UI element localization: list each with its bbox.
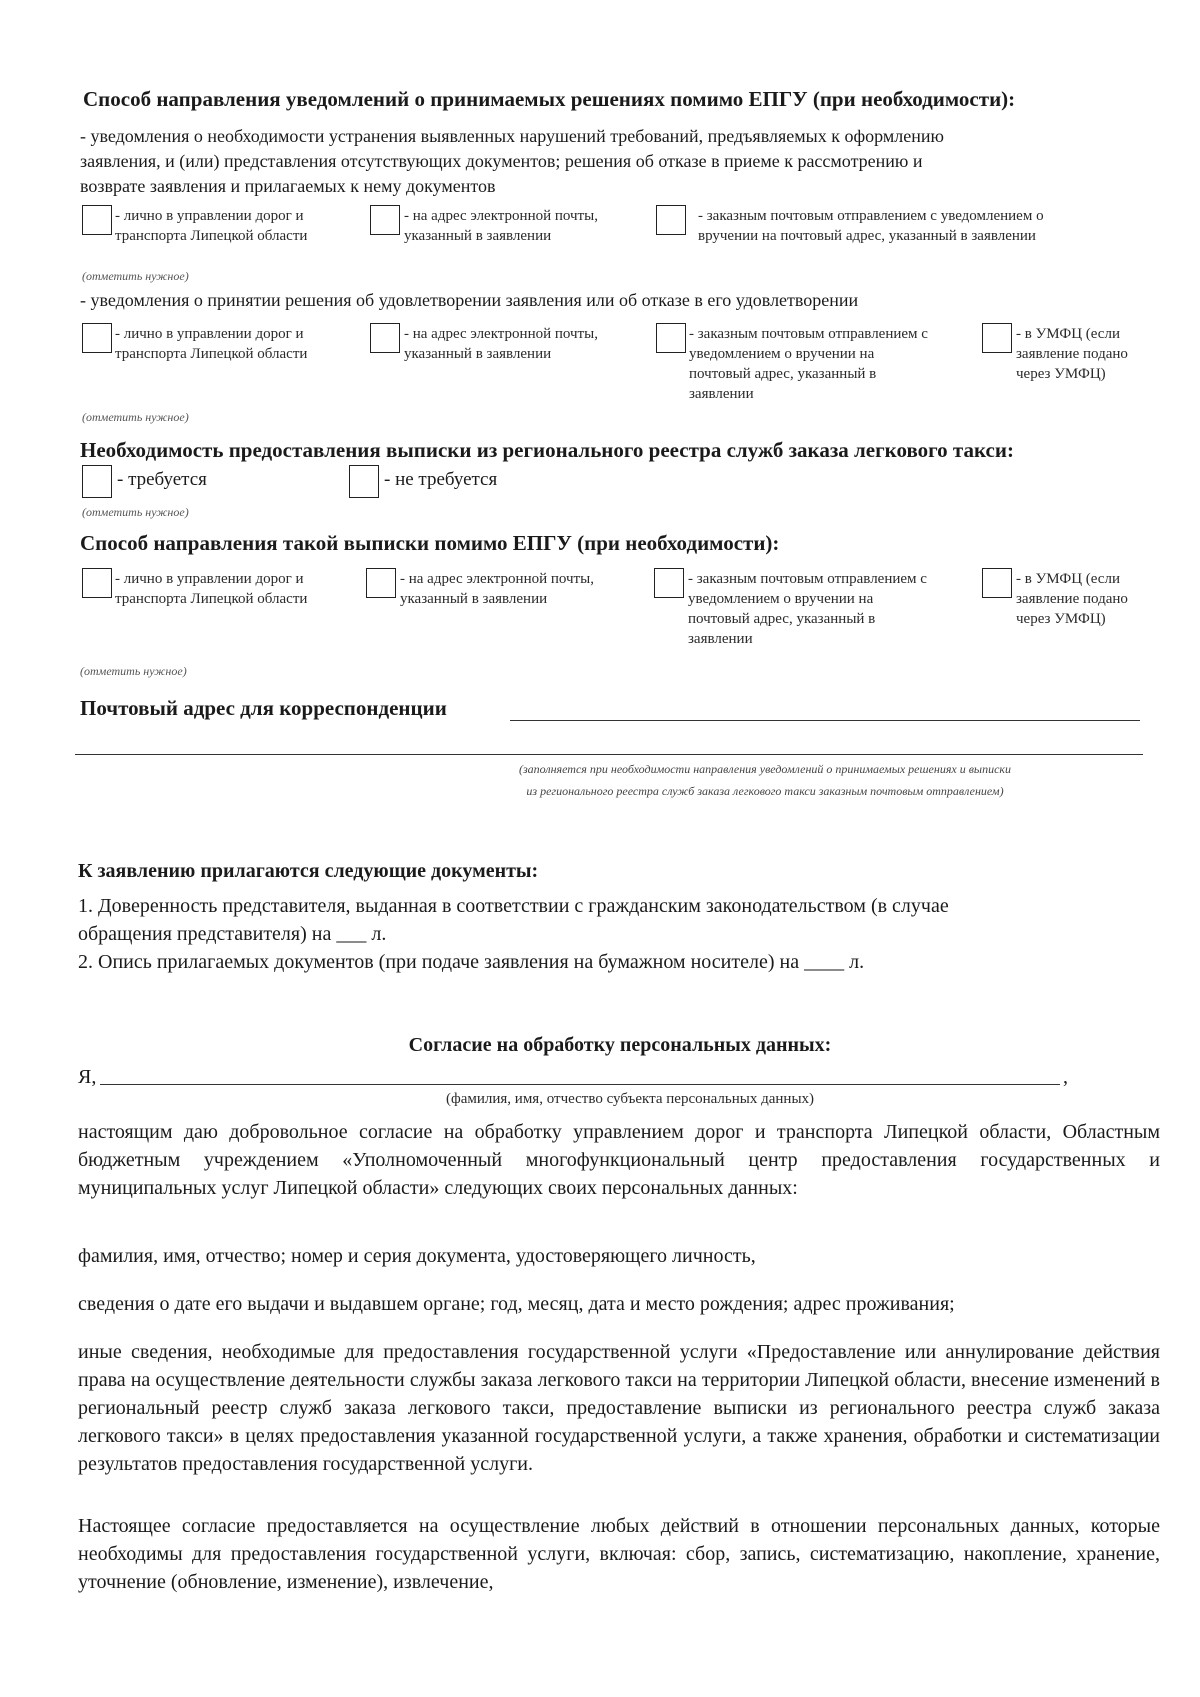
consent-ya: Я, <box>78 1066 97 1088</box>
checkbox-s4-in-person[interactable] <box>82 568 112 598</box>
attachments-heading: К заявлению прилагаются следующие документы: <box>78 860 539 882</box>
option-label: - в УМФЦ (если <box>1016 571 1120 587</box>
attachment-item-1: 1. Доверенность представителя, выданная в соответствии с гражданским законодательством (в случае <box>78 895 949 917</box>
mark-needed-note: (отметить нужное) <box>82 410 189 424</box>
consent-heading: Согласие на обработку персональных данных: <box>408 1034 832 1056</box>
option-label: - заказным почтовым отправлением с <box>689 326 928 342</box>
section1-line1: - уведомления о необходимости устранения выявленных нарушений требований, предъявляемых к оформлению <box>80 126 944 146</box>
checkbox-s2-mfc[interactable] <box>982 323 1012 353</box>
option-label: заявление подано <box>1016 591 1128 607</box>
option-label: - лично в управлении дорог и <box>115 571 304 587</box>
postal-address-note <box>420 758 1110 802</box>
option-label: - заказным почтовым отправлением с уведомлением о <box>698 208 1044 224</box>
consent-paragraph-2: фамилия, имя, отчество; номер и серия документа, удостоверяющего личность, <box>78 1245 756 1267</box>
postal-address-field[interactable] <box>510 720 1140 721</box>
checkbox-s1-post[interactable] <box>656 205 686 235</box>
consent-paragraph-3: сведения о дате его выдачи и выдавшем органе; год, месяц, дата и место рождения; адрес проживания; <box>78 1293 955 1315</box>
option-label: - на адрес электронной почты, <box>400 571 594 587</box>
option-label: - лично в управлении дорог и <box>115 326 304 342</box>
option-label: указанный в заявлении <box>400 591 548 607</box>
extract-need-heading: Необходимость предоставления выписки из регионального реестра служб заказа легкового такси: <box>80 438 1014 462</box>
mark-needed-note: (отметить нужное) <box>80 664 187 678</box>
option-label: через УМФЦ) <box>1016 611 1106 627</box>
option-label: заявление подано <box>1016 346 1128 362</box>
subject-name-field[interactable] <box>100 1084 1060 1085</box>
option-label: через УМФЦ) <box>1016 366 1106 382</box>
option-label: почтовый адрес, указанный в <box>688 611 876 627</box>
option-label: транспорта Липецкой области <box>115 346 308 362</box>
section1-line2: заявления, и (или) представления отсутствующих документов; решения об отказе в приеме к рассмотрению и <box>80 151 923 171</box>
note-line: (заполняется при необходимости направления уведомлений о принимаемых решениях и выписки <box>518 762 1012 776</box>
consent-paragraph-1: настоящим даю добровольное согласие на обработку управлением дорог и транспорта Липецкой области, Областным бюджетным учреждением «Уполномоченный многофункциональный центр предоставления государственных и муниципальных услуг Липецкой области» следующих своих персональных данных: <box>78 1121 1160 1199</box>
consent-comma: , <box>1063 1066 1068 1088</box>
option-label: почтовый адрес, указанный в <box>689 366 877 382</box>
consent-paragraph-5: Настоящее согласие предоставляется на осуществление любых действий в отношении персональных данных, которые необходимы для предоставления государственной услуги, включая: сбор, запись, систематизацию, накопление, хранение, уточнение (обновление, изменение), извлечение, <box>78 1515 1160 1593</box>
checkbox-s2-post[interactable] <box>656 323 686 353</box>
notification-method-heading: Способ направления уведомлений о принимаемых решениях помимо ЕПГУ (при необходимости): <box>83 87 1016 111</box>
attachment-item-1-cont: обращения представителя) на ___ л. <box>78 923 387 945</box>
postal-address-field-line2[interactable] <box>75 754 1143 755</box>
checkbox-s2-email[interactable] <box>370 323 400 353</box>
option-label: указанный в заявлении <box>404 228 552 244</box>
option-required: - требуется <box>117 469 207 490</box>
option-s2-email <box>404 324 598 364</box>
option-s1-email <box>404 206 598 246</box>
option-s4-post <box>688 569 927 649</box>
mark-needed-note: (отметить нужное) <box>82 269 189 283</box>
option-label: уведомлением о вручении на <box>689 346 875 362</box>
checkbox-s4-post[interactable] <box>654 568 684 598</box>
option-label: вручении на почтовый адрес, указанный в заявлении <box>698 228 1036 244</box>
option-label: - на адрес электронной почты, <box>404 326 598 342</box>
option-label: - заказным почтовым отправлением с <box>688 571 927 587</box>
section1-line3: возврате заявления и прилагаемых к нему документов <box>80 176 496 196</box>
option-s4-mfc <box>1016 569 1128 629</box>
checkbox-s1-email[interactable] <box>370 205 400 235</box>
checkbox-not-required[interactable] <box>349 465 379 498</box>
option-s4-email <box>400 569 594 609</box>
option-label: транспорта Липецкой области <box>115 591 308 607</box>
checkbox-s4-email[interactable] <box>366 568 396 598</box>
option-label: транспорта Липецкой области <box>115 228 308 244</box>
consent-paragraph-4: иные сведения, необходимые для предоставления государственной услуги «Предоставление или аннулирование действия права на осуществление деятельности службы заказа легкового такси на территории Липецкой области, внесение изменений в региональный реестр служб заказа легкового такси, предоставление выписки из регионального реестра служб заказа легкового такси» в целях предоставления указанной государственной услуги, а также хранения, обработки и систематизации результатов предоставления государственной услуги. <box>78 1341 1160 1475</box>
checkbox-s2-in-person[interactable] <box>82 323 112 353</box>
option-label: - в УМФЦ (если <box>1016 326 1120 342</box>
option-s4-in-person <box>115 569 307 609</box>
option-s2-in-person <box>115 324 307 364</box>
option-label: - на адрес электронной почты, <box>404 208 598 224</box>
checkbox-s1-in-person[interactable] <box>82 205 112 235</box>
option-label: уведомлением о вручении на <box>688 591 874 607</box>
checkbox-required[interactable] <box>82 465 112 498</box>
option-label: заявлении <box>689 386 754 402</box>
option-label: - лично в управлении дорог и <box>115 208 304 224</box>
attachment-item-2: 2. Опись прилагаемых документов (при подаче заявления на бумажном носителе) на ____ л. <box>78 951 865 973</box>
note-line: из регионального реестра служб заказа легкового такси заказным почтовым отправлением) <box>526 784 1004 798</box>
section1-text <box>80 124 1160 199</box>
option-s2-mfc <box>1016 324 1128 384</box>
section2-text: - уведомления о принятии решения об удовлетворении заявления или об отказе в его удовлетворении <box>80 290 859 310</box>
postal-address-label: Почтовый адрес для корреспонденции <box>80 696 447 720</box>
mark-needed-note: (отметить нужное) <box>82 505 189 519</box>
option-s1-in-person <box>115 206 307 246</box>
option-not-required: - не требуется <box>384 469 498 490</box>
option-s2-post <box>689 324 928 404</box>
option-label: указанный в заявлении <box>404 346 552 362</box>
option-label: заявлении <box>688 631 753 647</box>
attachments-list <box>78 892 1158 976</box>
subject-name-note: (фамилия, имя, отчество субъекта персональных данных) <box>445 1091 815 1107</box>
checkbox-s4-mfc[interactable] <box>982 568 1012 598</box>
option-s1-post <box>698 206 1044 246</box>
extract-method-heading: Способ направления такой выписки помимо ЕПГУ (при необходимости): <box>80 531 780 555</box>
